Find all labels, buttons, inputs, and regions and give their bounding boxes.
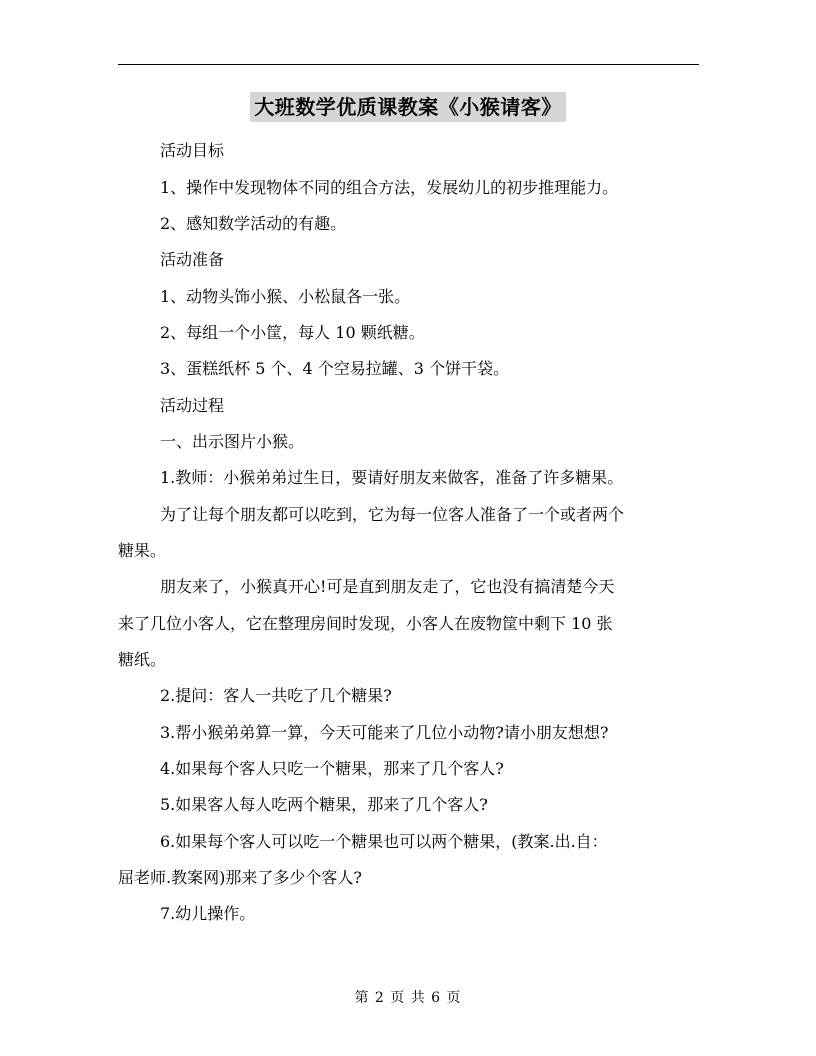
title-container — [0, 92, 816, 122]
paragraph-line: 3、蛋糕纸杯 5 个、4 个空易拉罐、3 个饼干袋。 — [160, 359, 510, 378]
paragraph-line: 糖纸。 — [118, 650, 167, 669]
paragraph-line: 1、动物头饰小猴、小松鼠各一张。 — [160, 287, 411, 306]
paragraph-line: 5.如果客人每人吃两个糖果，那来了几个客人? — [160, 795, 488, 814]
paragraph-line: 来了几位小客人，它在整理房间时发现，小客人在废物筐中剩下 10 张 — [118, 614, 613, 633]
page-number: 第 2 页 共 6 页 — [354, 990, 462, 1006]
document-title: 大班数学优质课教案《小猴请客》 — [250, 92, 566, 122]
section-heading-process: 活动过程 — [160, 396, 225, 415]
paragraph-line: 2、每组一个小筐，每人 10 颗纸糖。 — [160, 323, 425, 342]
section-heading-preparation: 活动准备 — [160, 250, 225, 269]
paragraph-line: 3.帮小猴弟弟算一算，今天可能来了几位小动物?请小朋友想想? — [160, 723, 609, 742]
paragraph-line: 一、出示图片小猴。 — [160, 432, 305, 451]
paragraph-line: 2、感知数学活动的有趣。 — [160, 214, 347, 233]
paragraph-line: 2.提问：客人一共吃了几个糖果? — [160, 686, 392, 705]
paragraph-line: 7.幼儿操作。 — [160, 904, 256, 923]
paragraph-line: 朋友来了，小猴真开心!可是直到朋友走了，它也没有搞清楚今天 — [160, 577, 615, 596]
paragraph-line: 为了让每个朋友都可以吃到，它为每一位客人准备了一个或者两个 — [160, 505, 625, 524]
paragraph-line: 1.教师：小猴弟弟过生日，要请好朋友来做客，准备了许多糖果。 — [160, 468, 624, 487]
paragraph-line: 糖果。 — [118, 541, 167, 560]
paragraph-line: 1、操作中发现物体不同的组合方法，发展幼儿的初步推理能力。 — [160, 178, 619, 197]
paragraph-line: 屈老师.教案网)那来了多少个客人? — [118, 868, 362, 887]
paragraph-line: 6.如果每个客人可以吃一个糖果也可以两个糖果，(教案.出.自： — [160, 832, 608, 851]
paragraph-line: 4.如果每个客人只吃一个糖果，那来了几个客人? — [160, 759, 504, 778]
section-heading-goals: 活动目标 — [160, 141, 225, 160]
header-rule — [118, 64, 699, 65]
